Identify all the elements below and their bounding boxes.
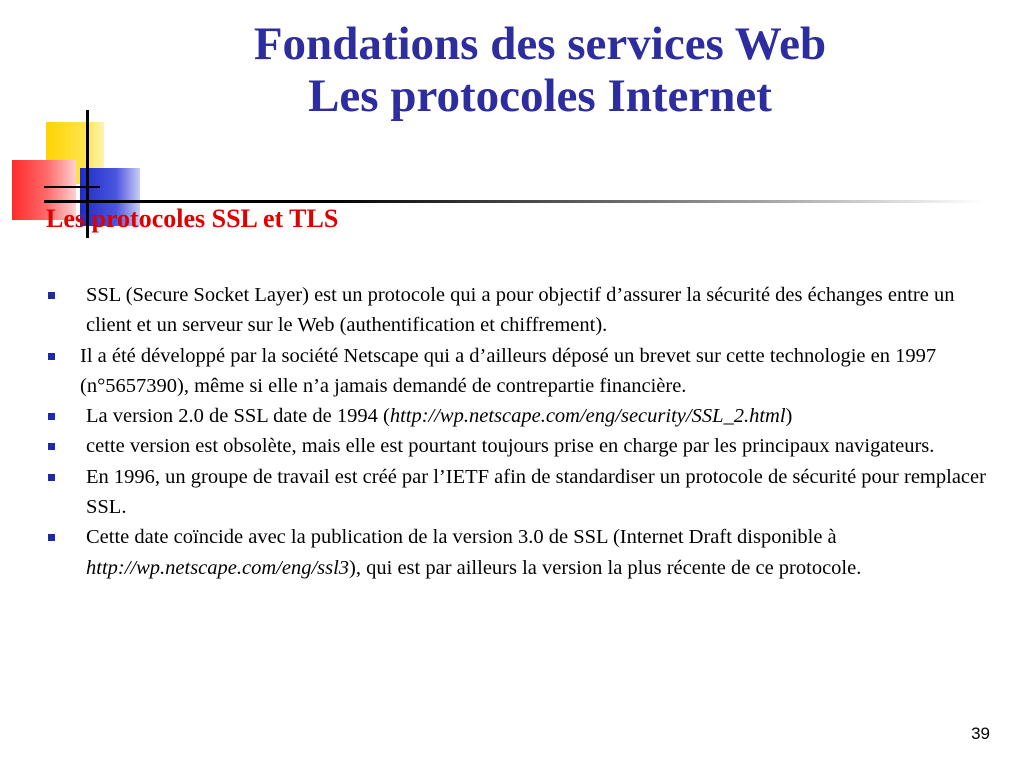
bullet-text: SSL (Secure Socket Layer) est un protocole qui a pour objectif d’assurer la sécurité des échanges entre un client et un serveur sur le Web (authentification et chiffrement). [86,284,955,337]
bullet-text: ) [785,405,793,428]
list-item [44,431,994,461]
page-number: 39 [971,724,990,743]
decoration-horizontal-line [44,186,100,188]
title-line-1: Fondations des services Web [253,18,827,70]
title-line-2: Les protocoles Internet [308,70,772,122]
slide-title [120,18,960,122]
square-bullet-icon [48,474,55,481]
list-item [44,341,994,402]
bullet-text: En 1996, un groupe de travail est créé par l’IETF afin de standardiser un protocole de sécurité pour remplacer SSL. [86,465,986,519]
bullet-text: La version 2.0 de SSL date de 1994 ( [86,405,390,428]
square-bullet-icon [48,534,55,541]
bullet-list [44,280,994,583]
list-item [44,462,994,523]
list-item [44,401,994,431]
bullet-link[interactable]: http://wp.netscape.com/eng/security/SSL_2.html [389,405,786,428]
bullet-text: cette version est obsolète, mais elle est pourtant toujours prise en charge par les principaux navigateurs. [86,435,935,458]
bullet-text: Cette date coïncide avec la publication de la version 3.0 de SSL (Internet Draft disponible à [86,526,837,549]
bullet-text: Il a été développé par la société Netscape qui a d’ailleurs déposé un brevet sur cette technologie en 1997 (n°5657390), même si elle n’a jamais demandé de contrepartie financière. [80,344,937,397]
square-bullet-icon [48,292,55,299]
list-item [44,522,994,583]
bullet-link[interactable]: http://wp.netscape.com/eng/ssl3 [86,556,350,579]
square-bullet-icon [48,443,55,450]
square-bullet-icon [48,353,55,360]
section-heading: Les protocoles SSL et TLS [46,204,339,233]
list-item [44,280,994,341]
square-bullet-icon [48,413,55,420]
bullet-text: ), qui est par ailleurs la version la plus récente de ce protocole. [349,556,862,579]
